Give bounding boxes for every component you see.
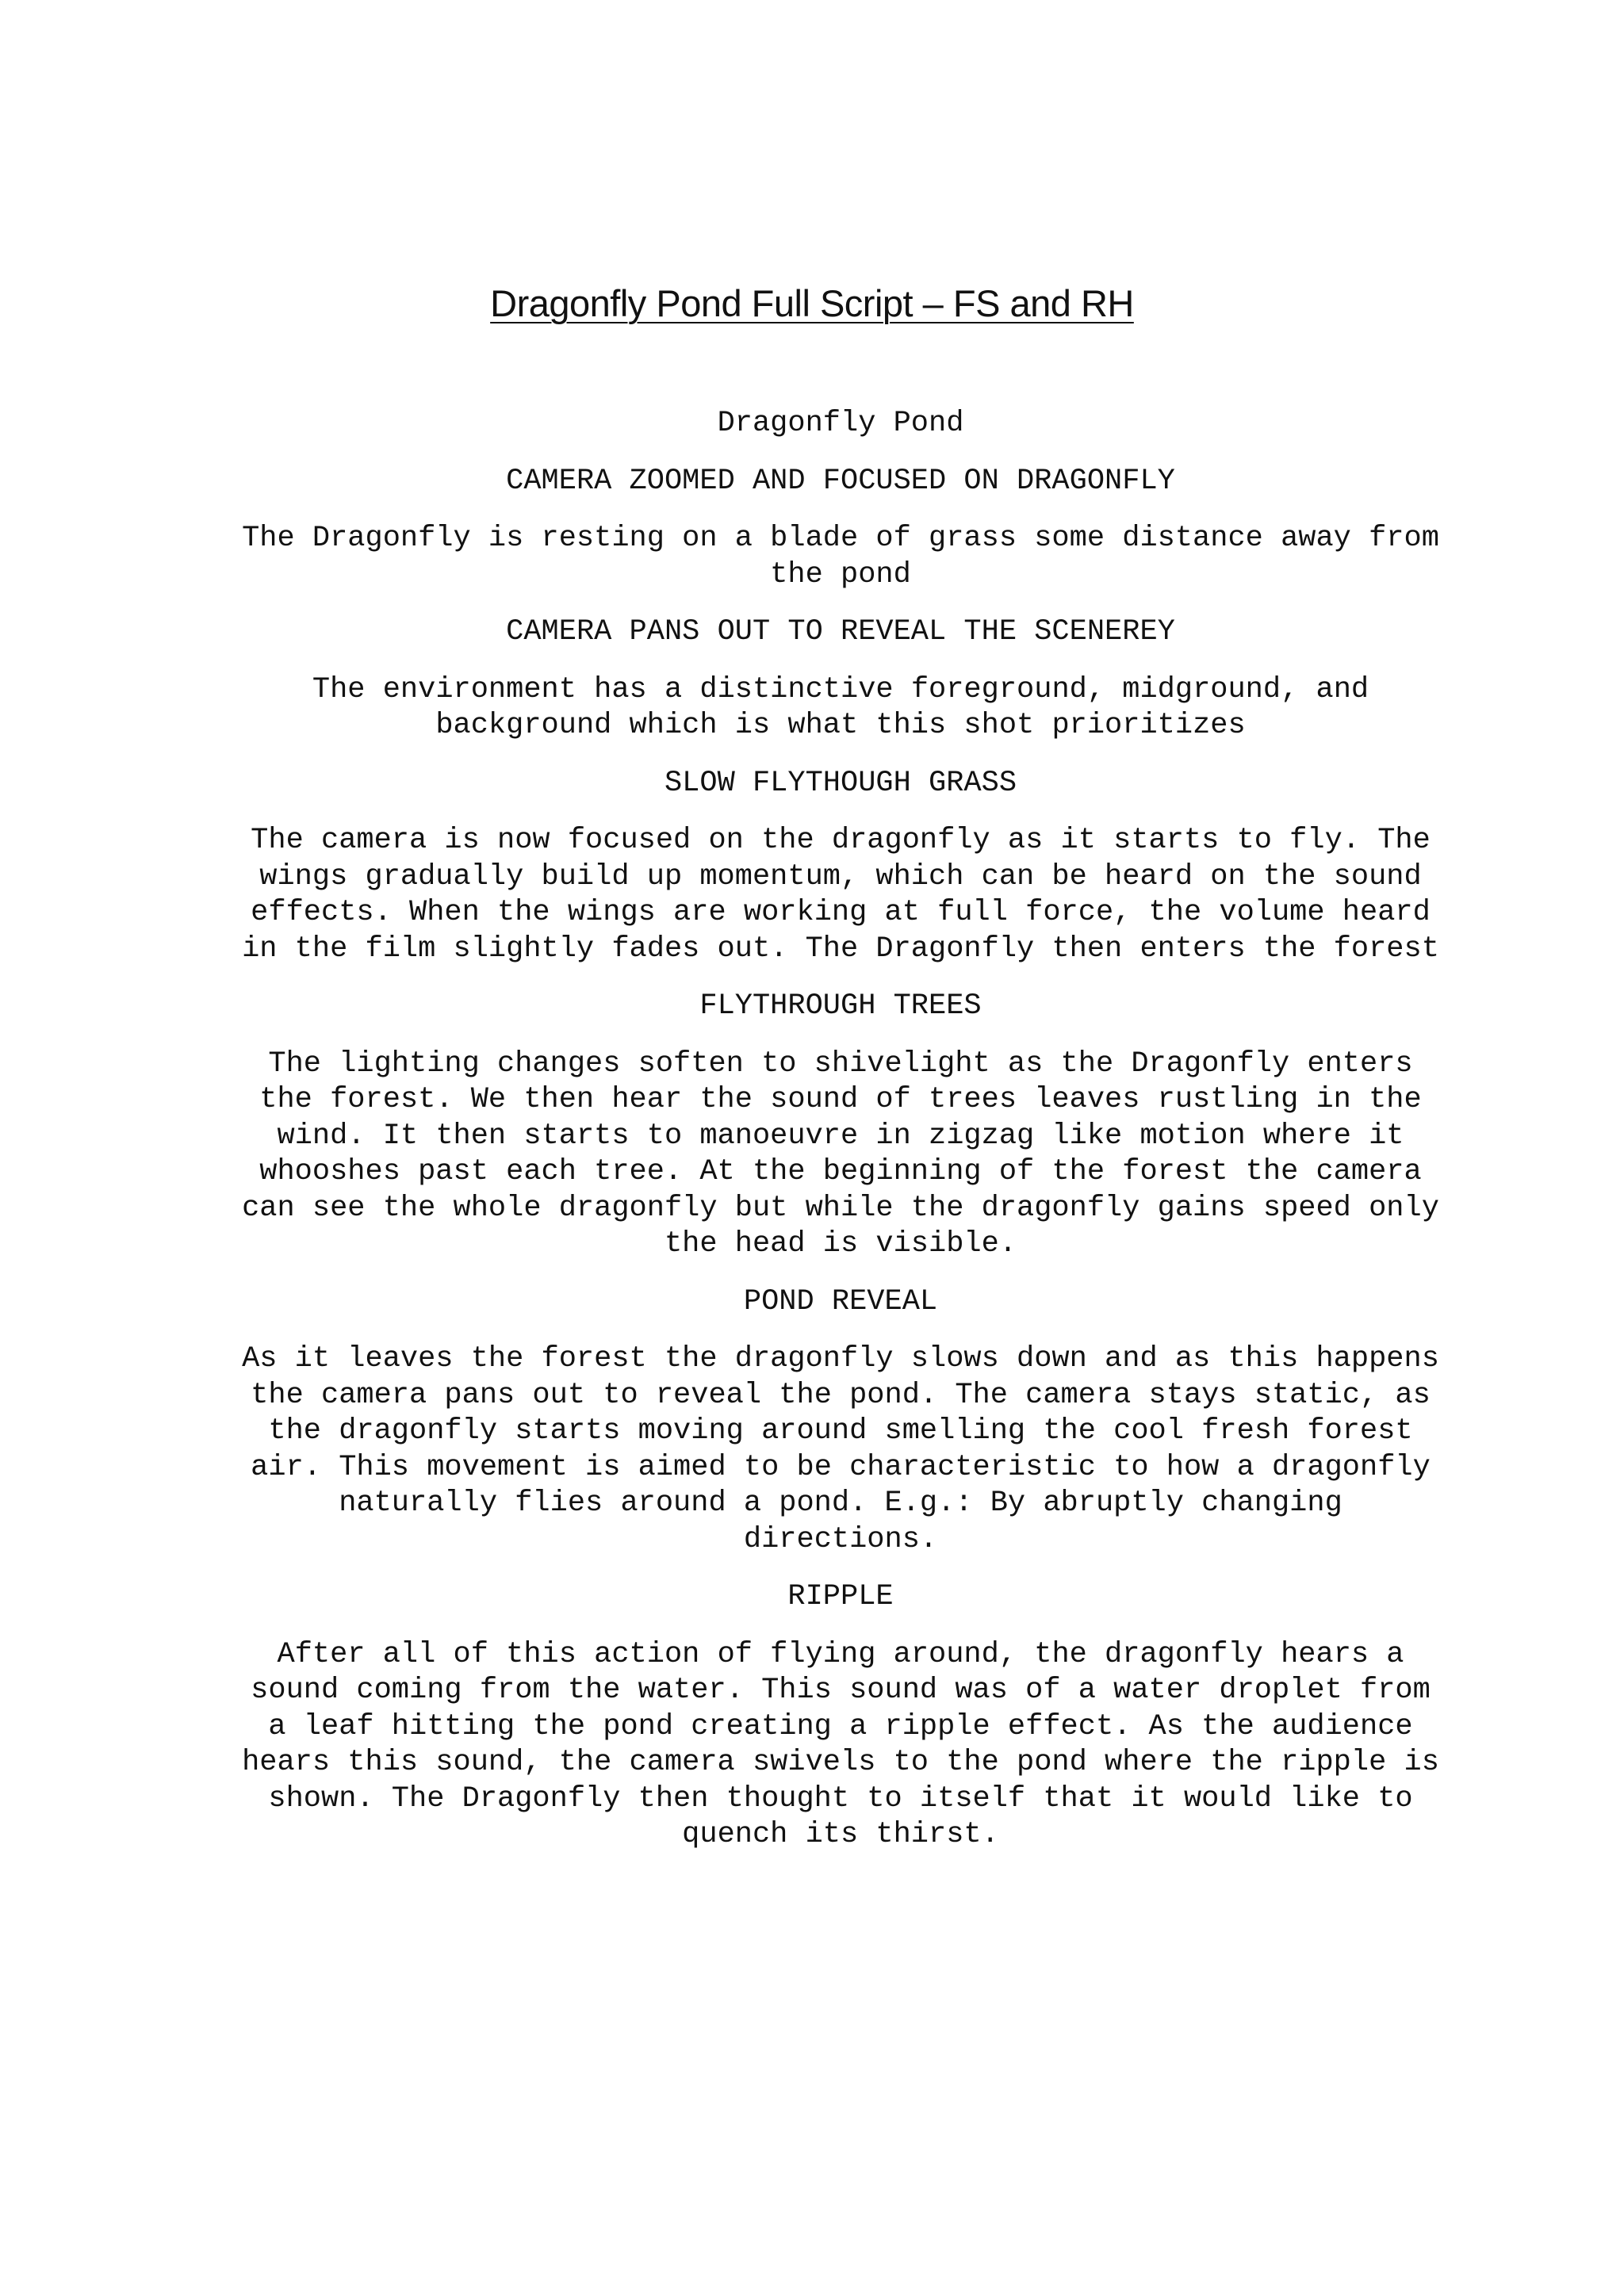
script-body [238,406,1443,1875]
scene-heading: CAMERA ZOOMED AND FOCUSED ON DRAGONFLY [506,464,1175,498]
scene-action: As it leaves the forest the dragonfly slows down and as this happens the camera pans out to reveal the pond. The camera stays static, as the dragonfly starts moving around smelling the cool fresh forest air. This movement is aimed to be characteristic to how a dragonfly naturally flies around a pond. E.g.: By abruptly changing directions. [242,1342,1439,1556]
scene-heading: POND REVEAL [743,1284,938,1318]
scene-action: The lighting changes soften to shivelight as the Dragonfly enters the forest. We then hear the sound of trees leaves rustling in the wind. It then starts to manoeuvre in zigzag like motion where it whooshes past each tree. At the beginning of the forest the camera can see the whole dragonfly but while the dragonfly gains speed only the head is visible. [242,1047,1439,1261]
scene-action: The environment has a distinctive foreground, midground, and background which is what this shot prioritizes [312,672,1369,742]
scene-action: After all of this action of flying around, the dragonfly hears a sound coming from the water. This sound was of a water droplet from a leaf hitting the pond creating a ripple effect. As the audience hears this sound, the camera swivels to the pond where the ripple is shown. The Dragonfly then thought to itself that it would like to quench its thirst. [242,1637,1439,1851]
scene-action: The camera is now focused on the dragonfly as it starts to fly. The wings gradually build up momentum, which can be heard on the sound effects. When the wings are working at full force, the volume heard in the film slightly fades out. The Dragonfly then enters the forest [242,824,1439,966]
document-title-text: Dragonfly Pond Full Script – FS and RH [490,282,1134,324]
scene-heading: CAMERA PANS OUT TO REVEAL THE SCENEREY [506,615,1175,649]
scene-heading: RIPPLE [787,1580,894,1613]
script-title: Dragonfly Pond [717,407,964,440]
scene-heading: FLYTHROUGH TREES [699,989,982,1023]
scene-heading: SLOW FLYTHOUGH GRASS [664,766,1017,800]
scene-action: The Dragonfly is resting on a blade of grass some distance away from the pond [242,522,1439,591]
document-title [0,279,1624,328]
